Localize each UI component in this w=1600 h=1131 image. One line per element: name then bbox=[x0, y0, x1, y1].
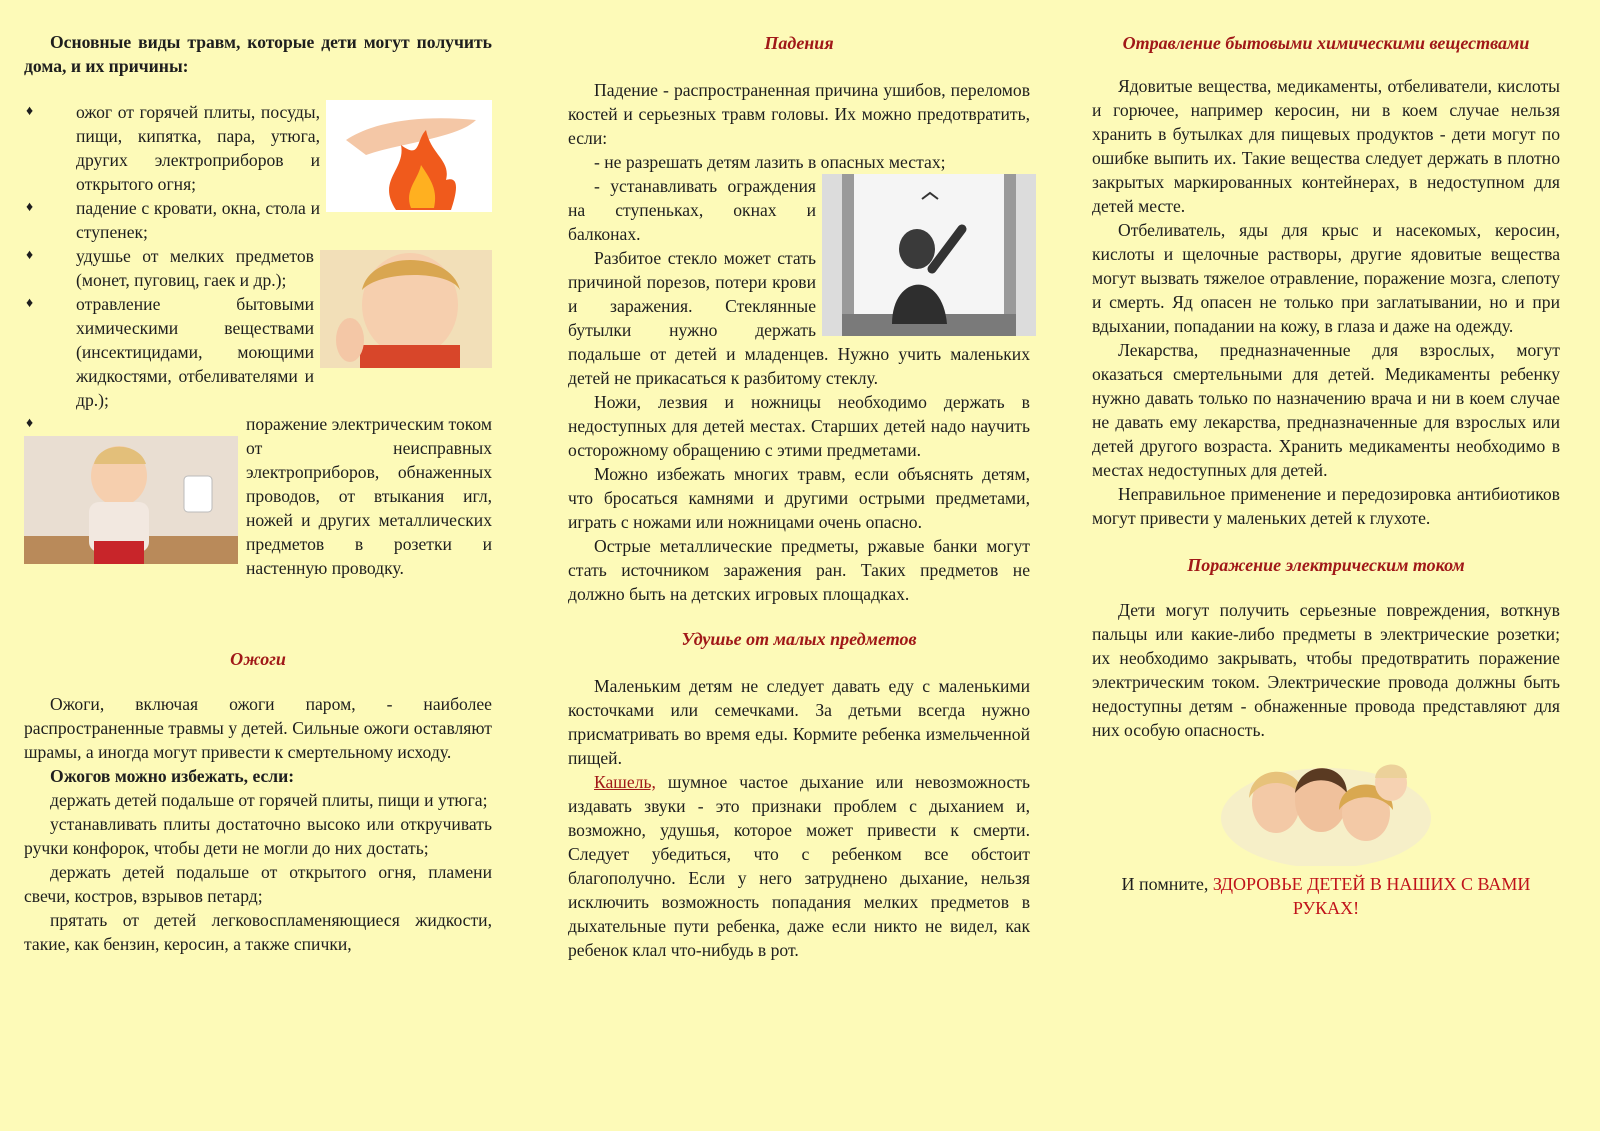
cause-text: падение с кровати, окна, стола и ступенек; bbox=[76, 198, 320, 242]
happy-family-image bbox=[1221, 748, 1431, 866]
cause-text: удушье от мелких предметов (монет, пуговиц, гаек и др.); bbox=[76, 246, 314, 290]
diamond-bullet-icon: ♦ bbox=[26, 296, 34, 311]
cough-text: шумное частое дыхание или невозможность издавать звуки - это признаки проблем с дыханием и, возможно, удушья, которое может привести к смерти. Следует убедиться, что с ребенком все обстоит благополучно. Если у него затруднено дыхание, нельзя исключить возможность попадания мелких предметов в дыхательные пути ребенка, даже если никто не видел, как ребенок клал что-нибудь в рот. bbox=[568, 772, 1030, 960]
electric-heading: Поражение электрическим током bbox=[1187, 555, 1465, 575]
list-item bbox=[24, 196, 492, 244]
list-item bbox=[24, 100, 492, 196]
list-item bbox=[24, 292, 492, 412]
column-falls-choking bbox=[568, 30, 1030, 962]
list-item bbox=[24, 412, 492, 580]
glass-paragraph: Разбитое стекло может стать причиной порезов, потери крови и заражения. Стеклянные бутылки нужно держать подальше от детей и младенцев. Нужно учить маленьких детей не прикасаться к разбитому стеклу. bbox=[568, 248, 1030, 388]
child-socket-image bbox=[24, 436, 238, 564]
metal-paragraph: Острые металлические предметы, ржавые банки могут стать источником заражения ран. Таких предметов не должно быть на детских игровых площадках. bbox=[568, 536, 1030, 604]
cough-link[interactable]: Кашель, bbox=[594, 772, 656, 792]
knives-paragraph: Ножи, лезвия и ножницы необходимо держать в недоступных для детей местах. Старших детей надо научить осторожному обращению с этими предметами. bbox=[568, 392, 1030, 460]
burns-intro: Ожоги, включая ожоги паром, - наиболее распространенные травмы у детей. Сильные ожоги оставляют шрамы, а иногда могут привести к смертельному исходу. bbox=[24, 694, 492, 762]
diamond-bullet-icon: ♦ bbox=[26, 248, 34, 263]
poison-paragraph: Отбеливатель, яды для крыс и насекомых, керосин, кислоты и щелочные растворы, другие ядовитые вещества могут вызвать тяжелое отравление, поражение мозга, слепоту и смерть. Яд опасен не только при заглатывании, но и при вдыхании, попадании на кожу, в глаза и даже на одежду. bbox=[1092, 220, 1560, 336]
column-injury-types bbox=[24, 30, 492, 956]
falls-item: - не разрешать детям лазить в опасных местах; bbox=[594, 152, 946, 172]
burns-item: держать детей подальше от открытого огня, пламени свечи, костров, взрывов петард; bbox=[24, 862, 492, 906]
cause-text: отравление бытовыми химическими веществами (инсектицидами, моющими жидкостями, отбеливателями и др.); bbox=[76, 294, 314, 410]
intro-title: Основные виды травм, которые дети могут получить дома, и их причины: bbox=[24, 32, 492, 76]
burns-avoid-title: Ожогов можно избежать, если: bbox=[50, 766, 295, 786]
cough-paragraph bbox=[568, 770, 1030, 962]
column-poison-electric bbox=[1092, 30, 1560, 920]
electric-paragraph: Дети могут получить серьезные повреждения, воткнув пальцы или какие-либо предметы в электрические розетки; их необходимо закрывать, чтобы предотвратить поражение электрическим током. Электрические провода должны быть недоступны детям - обнаженные провода представляют для них особую опасность. bbox=[1092, 600, 1560, 740]
poison-paragraph: Ядовитые вещества, медикаменты, отбеливатели, кислоты и горючее, например керосин, ни в коем случае нельзя хранить в бутылках для пищевых продуктов - дети могут по ошибке выпить их. Такие вещества следует держать в плотно закрытых маркированных контейнерах, в недоступном для детей месте. bbox=[1092, 76, 1560, 216]
cause-text: ожог от горячей плиты, посуды, пищи, кипятка, пара, утюга, других электроприборов и открытого огня; bbox=[76, 102, 320, 194]
burns-item: прятать от детей легковоспламеняющиеся жидкости, такие, как бензин, керосин, а также спички, bbox=[24, 910, 492, 954]
poison-paragraph: Неправильное применение и передозировка антибиотиков могут привести у маленьких детей к глухоте. bbox=[1092, 484, 1560, 528]
causes-list bbox=[24, 100, 492, 580]
falls-intro: Падение - распространенная причина ушибов, переломов костей и серьезных травм головы. Их можно предотвратить, если: bbox=[568, 80, 1030, 148]
closing-prefix: И помните, bbox=[1121, 874, 1213, 894]
choking-paragraph: Маленьким детям не следует давать еду с маленькими косточками или семечками. За детьми всегда нужно присматривать во время еды. Кормите ребенка измельченной пищей. bbox=[568, 676, 1030, 768]
diamond-bullet-icon: ♦ bbox=[26, 416, 34, 431]
burns-heading: Ожоги bbox=[230, 649, 286, 669]
closing-emphasis: ЗДОРОВЬЕ ДЕТЕЙ В НАШИХ С ВАМИ РУКАХ! bbox=[1212, 874, 1531, 918]
list-item bbox=[24, 244, 492, 292]
falls-heading: Падения bbox=[764, 33, 834, 53]
child-at-window-image bbox=[822, 174, 1036, 336]
falls-item: - устанавливать ограждения на ступеньках, окнах и балконах. bbox=[568, 176, 816, 244]
burns-item: держать детей подальше от горячей плиты, пищи и утюга; bbox=[50, 790, 488, 810]
diamond-bullet-icon: ♦ bbox=[26, 200, 34, 215]
burns-item: устанавливать плиты достаточно высоко или откручивать ручки конфорок, чтобы дети не могли до них достать; bbox=[24, 814, 492, 858]
cause-text: поражение электрическим током от неисправных электроприборов, обнаженных проводов, от втыкания игл, ножей и других металлических предметов в розетки и настенную проводку. bbox=[246, 414, 492, 578]
choking-heading: Удушье от малых предметов bbox=[681, 629, 917, 649]
avoid-paragraph: Можно избежать многих травм, если объяснять детям, что бросаться камнями и другими острыми предметами, играть с ножами или ножницами очень опасно. bbox=[568, 464, 1030, 532]
diamond-bullet-icon: ♦ bbox=[26, 104, 34, 119]
poison-heading: Отравление бытовыми химическими веществами bbox=[1122, 33, 1530, 53]
poison-paragraph: Лекарства, предназначенные для взрослых, могут оказаться смертельными для детей. Медикаменты ребенку нужно давать только по назначению врача и ни в коем случае не давать ему лекарства, предназначенные для взрослых или детей другого возраста. Хранить медикаменты необходимо в местах недоступных для детей. bbox=[1092, 340, 1560, 480]
closing-message bbox=[1092, 872, 1560, 920]
